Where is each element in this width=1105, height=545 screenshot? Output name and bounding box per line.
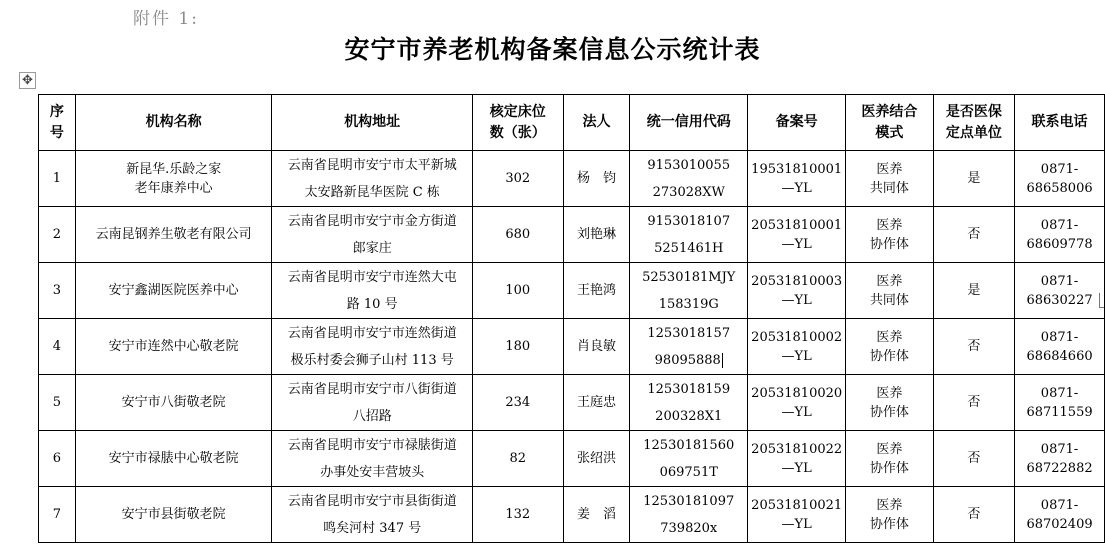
header-credit-code: 统一信用代码 <box>630 95 748 151</box>
table-body <box>39 151 1105 543</box>
cell-insurance: 否 <box>933 207 1014 263</box>
registry-table <box>38 94 1105 543</box>
header-care-mode: 医养结合 模式 <box>846 95 933 151</box>
cell-insurance: 否 <box>933 487 1014 543</box>
cell-phone: 0871- 68609778 <box>1015 207 1105 263</box>
cell-care-mode: 医养 共同体 <box>846 263 933 319</box>
header-row <box>39 95 1105 151</box>
cell-phone: 0871- 68684660 <box>1015 319 1105 375</box>
header-org-name: 机构名称 <box>75 95 272 151</box>
cell-address: 云南省昆明市安宁市连然大屯 路 10 号 <box>272 263 473 319</box>
table-row <box>39 207 1105 263</box>
cell-beds: 82 <box>472 431 563 487</box>
cell-index: 1 <box>39 151 76 207</box>
cell-record-no: 20531810002 —YL <box>748 319 846 375</box>
cell-record-no: 19531810001 —YL <box>748 151 846 207</box>
cell-index: 6 <box>39 431 76 487</box>
cell-legal-person: 杨 钧 <box>563 151 630 207</box>
cell-care-mode: 医养 共同体 <box>846 151 933 207</box>
cell-credit-code: 9153010055 273028XW <box>630 151 748 207</box>
table-move-handle-icon[interactable]: ✥ <box>19 72 36 89</box>
cell-insurance: 否 <box>933 431 1014 487</box>
cell-record-no: 20531810001 —YL <box>748 207 846 263</box>
cell-record-no: 20531810020 —YL <box>748 375 846 431</box>
cell-address: 云南省昆明市安宁市金方街道 郎家庄 <box>272 207 473 263</box>
cell-address: 云南省昆明市安宁市八街街道 八招路 <box>272 375 473 431</box>
cell-org-name: 安宁市禄脿中心敬老院 <box>75 431 272 487</box>
cell-insurance: 是 <box>933 263 1014 319</box>
cell-credit-code: 1253018159 200328X1 <box>630 375 748 431</box>
cell-org-name: 云南昆钢养生敬老有限公司 <box>75 207 272 263</box>
cell-credit-code: 12530181560 069751T <box>630 431 748 487</box>
document-title: 安宁市养老机构备案信息公示统计表 <box>344 35 761 64</box>
cell-legal-person: 王艳鸿 <box>563 263 630 319</box>
cell-phone: 0871- 68658006 <box>1015 151 1105 207</box>
table-row <box>39 151 1105 207</box>
cell-insurance: 否 <box>933 319 1014 375</box>
header-phone: 联系电话 <box>1015 95 1105 151</box>
cell-legal-person: 王庭忠 <box>563 375 630 431</box>
cell-insurance: 是 <box>933 151 1014 207</box>
cell-org-name: 安宁市连然中心敬老院 <box>75 319 272 375</box>
header-beds: 核定床位 数（张） <box>472 95 563 151</box>
cell-phone: 0871- 68722882 <box>1015 431 1105 487</box>
cell-index: 2 <box>39 207 76 263</box>
cell-org-name: 安宁市县街敬老院 <box>75 487 272 543</box>
cell-beds: 100 <box>472 263 563 319</box>
cell-credit-code: 12530181097 739820x <box>630 487 748 543</box>
attachment-label: 附件 1: <box>133 9 199 29</box>
cell-care-mode: 医养 协作体 <box>846 375 933 431</box>
cell-index: 7 <box>39 487 76 543</box>
cell-index: 5 <box>39 375 76 431</box>
cell-phone: 0871- 68711559 <box>1015 375 1105 431</box>
cell-org-name: 新昆华.乐龄之家 老年康养中心 <box>75 151 272 207</box>
cell-beds: 180 <box>472 319 563 375</box>
header-legal-person: 法人 <box>563 95 630 151</box>
header-index: 序 号 <box>39 95 76 151</box>
cell-beds: 234 <box>472 375 563 431</box>
cell-address: 云南省昆明市安宁市禄脿街道 办事处安丰营坡头 <box>272 431 473 487</box>
header-address: 机构地址 <box>272 95 473 151</box>
table-row <box>39 431 1105 487</box>
table-row <box>39 487 1105 543</box>
cell-care-mode: 医养 协作体 <box>846 487 933 543</box>
cell-insurance: 否 <box>933 375 1014 431</box>
cell-org-name: 安宁市八街敬老院 <box>75 375 272 431</box>
cell-record-no: 20531810021 —YL <box>748 487 846 543</box>
cell-address: 云南省昆明市安宁市县街街道 鸣矣河村 347 号 <box>272 487 473 543</box>
text-cursor <box>722 353 723 368</box>
cell-care-mode: 医养 协作体 <box>846 431 933 487</box>
cell-index: 3 <box>39 263 76 319</box>
cell-care-mode: 医养 协作体 <box>846 319 933 375</box>
cell-beds: 302 <box>472 151 563 207</box>
header-insurance: 是否医保 定点单位 <box>933 95 1014 151</box>
cell-beds: 680 <box>472 207 563 263</box>
table-row <box>39 375 1105 431</box>
cell-legal-person: 张绍洪 <box>563 431 630 487</box>
header-record-no: 备案号 <box>748 95 846 151</box>
cell-record-no: 20531810003 —YL <box>748 263 846 319</box>
cell-legal-person: 刘艳琳 <box>563 207 630 263</box>
table-row <box>39 319 1105 375</box>
cell-beds: 132 <box>472 487 563 543</box>
cell-phone: 0871- 68630227 <box>1015 263 1105 319</box>
cell-credit-code: 52530181MJY 158319G <box>630 263 748 319</box>
cell-phone: 0871- 68702409 <box>1015 487 1105 543</box>
cell-address: 云南省昆明市安宁市连然街道 极乐村委会狮子山村 113 号 <box>272 319 473 375</box>
cell-legal-person: 姜 滔 <box>563 487 630 543</box>
cell-credit-code: 1253018157 98095888 <box>630 319 748 375</box>
cell-record-no: 20531810022 —YL <box>748 431 846 487</box>
cell-credit-code: 9153018107 5251461H <box>630 207 748 263</box>
cell-index: 4 <box>39 319 76 375</box>
cell-legal-person: 肖良敏 <box>563 319 630 375</box>
cell-care-mode: 医养 协作体 <box>846 207 933 263</box>
cell-org-name: 安宁鑫湖医院医养中心 <box>75 263 272 319</box>
cell-address: 云南省昆明市安宁市太平新城 太安路新昆华医院 C 栋 <box>272 151 473 207</box>
table-row <box>39 263 1105 319</box>
